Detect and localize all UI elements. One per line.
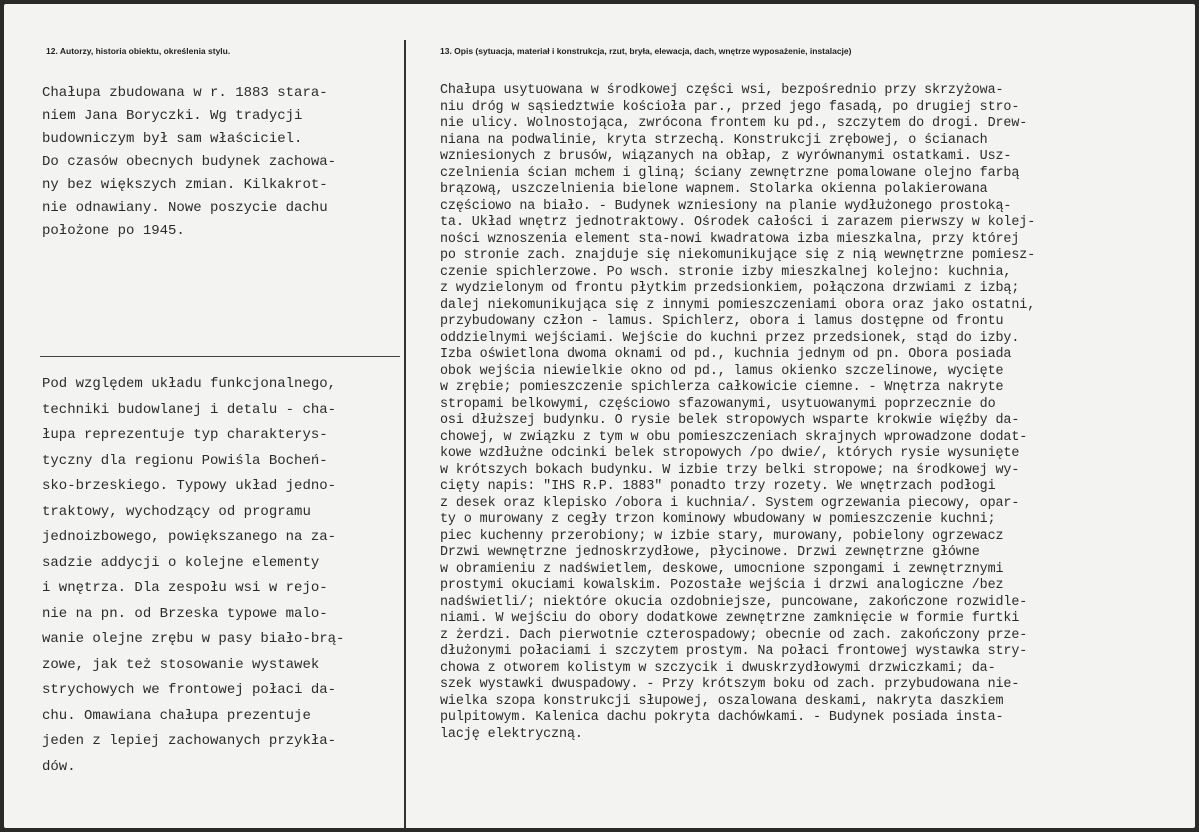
history-text-block xyxy=(42,82,336,243)
description-text-block xyxy=(440,83,1035,743)
text-line: pulpitowym. Kalenica dachu pokryta dachówkami. - Budynek posiada insta- xyxy=(440,710,1004,725)
text-line: Do czasów obecnych budynek zachowa- xyxy=(42,154,337,170)
text-line: zowe, jak też stosowanie wystawek xyxy=(42,656,320,673)
text-line: łupa reprezentuje typ charakterys- xyxy=(42,427,328,443)
text-line: jeden z lepiej zachowanych przykła- xyxy=(42,733,337,749)
document-sheet xyxy=(4,4,1195,828)
text-line: ty o murowany z cegły trzon kominowy wbudowany w pomieszczenie kuchni; xyxy=(440,512,996,527)
text-line: Chałupa zbudowana w r. 1883 stara- xyxy=(42,85,328,101)
text-line: czenie spichlerzowe. Po wsch. stronie izby mieszkalnej kolejno: kuchnia, xyxy=(440,264,1012,280)
text-line: nie na pn. od Brzeska typowe malo- xyxy=(42,605,328,622)
text-line: Izba oświetlona dwoma oknami od pd., kuchnia jednym od pn. Obora posiada xyxy=(440,347,1012,362)
text-line: brązową, uszczelnienia bielone wapnem. Stolarka okienna polakierowana xyxy=(440,182,988,197)
text-line: Drzwi wewnętrzne jednoskrzydłowe, płycinowe. Drzwi zewnętrzne główne xyxy=(440,545,980,560)
text-line: strychowych we frontowej połaci da- xyxy=(42,682,337,698)
text-line: dalej niekomunikująca się z innymi pomieszczeniami obora oraz jako ostatni, xyxy=(440,297,1036,313)
text-line: nie odnawiany. Nowe poszycie dachu xyxy=(42,200,328,216)
text-line: jednoizbowego, powiększanego na za- xyxy=(42,529,337,545)
text-line: w obramieniu z nadświetlem, deskowe, umocnione szpongami i zewnętrznymi xyxy=(440,561,1004,577)
text-line: nadświetli/; niektóre okucia ozdobniejsze, puncowane, zakończone rozwidle- xyxy=(440,594,1028,610)
text-line: osi dłuższej budynku. O rysie belek stropowych wsparte krokwie więźby da- xyxy=(440,413,1020,428)
text-line: dów. xyxy=(42,758,76,775)
text-line: położone po 1945. xyxy=(42,223,185,239)
section-divider xyxy=(40,356,400,357)
text-line: sadzie addycji o kolejne elementy xyxy=(42,554,320,571)
column-divider xyxy=(404,40,406,828)
text-line: piec kuchenny przerobiony; w izbie stary, murowany, pobielony ogrzewacz xyxy=(440,528,1004,544)
text-line: ny bez większych zmian. Kilkakrot- xyxy=(42,177,328,193)
text-line: w krótszych bokach budynku. W izbie trzy belki stropowe; na środkowej wy- xyxy=(440,462,1020,478)
text-line: chowa z otworem kolistym w szczycik i dwuskrzydłowymi drzwiczkami; da- xyxy=(440,660,996,676)
text-line: budowniczym był sam właściciel. xyxy=(42,131,303,147)
text-line: czelnienia ścian mchem i gliną; ściany zewnętrzne pomalowane olejno farbą xyxy=(440,165,1020,181)
text-line: obok wejścia niewielkie okno od pd., lamus okienko szczelinowe, wycięte xyxy=(440,363,1004,379)
text-line: z wydzielonym od frontu płytkim przedsionkiem, połączona drzwiami z izbą; xyxy=(440,281,1020,296)
text-line: sko-brzeskiego. Typowy układ jedno- xyxy=(42,478,337,494)
text-line: prostymi okuciami kowalskim. Pozostałe wejścia i drzwi analogiczne /bez xyxy=(440,578,1004,593)
text-line: niana na podwalinie, kryta strzechą. Konstrukcji zrębowej, o ścianach xyxy=(440,132,988,148)
text-line: i wnętrza. Dla zespołu wsi w rejo- xyxy=(42,580,328,596)
text-line: przybudowany człon - lamus. Spichlerz, obora i lamus dostępne od frontu xyxy=(440,314,1004,329)
section-13-header: 13. Opis (sytuacja, materiał i konstrukcja, rzut, bryła, elewacja, dach, wnętrze wyposażenie, instalacje) xyxy=(440,46,852,56)
text-line: częściowo na biało. - Budynek wzniesiony na planie wydłużonego prostoką- xyxy=(440,198,1012,214)
section-12-header: 12. Autorzy, historia obiektu, określenia stylu. xyxy=(46,46,231,56)
text-line: oddzielnymi wejściami. Wejście do kuchni przez przedsionek, stąd do izby. xyxy=(440,330,1020,346)
text-line: dłużonymi połaciami i szczytem prostym. Na połaci frontowej wystawka stry- xyxy=(440,644,1028,659)
text-line: w zrębie; pomieszczenie spichlerza całkowicie ciemne. - Wnętrza nakryte xyxy=(440,380,1004,395)
text-line: lację elektryczną. xyxy=(440,726,583,742)
style-text-block xyxy=(42,372,344,780)
text-line: niem Jana Boryczki. Wg tradycji xyxy=(42,108,303,124)
text-line: z żerdzi. Dach pierwotnie czterospadowy; obecnie od zach. zakończony prze- xyxy=(440,627,1028,643)
text-line: techniki budowlanej i detalu - cha- xyxy=(42,401,337,418)
text-line: kowe wzdłużne odcinki belek stropowych /po dwie/, których rysie wysunięte xyxy=(440,446,1020,461)
text-line: nie ulicy. Wolnostojąca, zwrócona frontem ku pd., szczytem do drogi. Drew- xyxy=(440,116,1028,131)
text-line: chu. Omawiana chałupa prezentuje xyxy=(42,707,311,724)
text-line: chowej, w związku z tym w obu pomieszczeniach skrajnych wprowadzone dodat- xyxy=(440,429,1028,445)
text-line: ności wznoszenia element sta-nowi kwadratowa izba mieszkalna, przy której xyxy=(440,231,1020,247)
text-line: traktowy, wychodzący od programu xyxy=(42,503,311,520)
text-line: wanie olejne zrębu w pasy biało-brą- xyxy=(42,631,345,647)
text-line: wielka szopa konstrukcji słupowej, oszalowana deskami, nakryta daszkiem xyxy=(440,693,1004,709)
text-line: tyczny dla regionu Powiśla Bocheń- xyxy=(42,452,328,469)
text-line: Pod względem układu funkcjonalnego, xyxy=(42,376,337,392)
text-line: niami. W wejściu do obory dodatkowe zewnętrzne zamknięcie w formie furtki xyxy=(440,611,1020,626)
text-line: stropami belkowymi, częściowo sfazowanymi, usytuowanymi poprzecznie do xyxy=(440,396,996,412)
text-line: cięty napis: "IHS R.P. 1883" ponadto trzy rozety. We wnętrzach podłogi xyxy=(440,479,996,494)
text-line: z desek oraz klepisko /obora i kuchnia/. System ogrzewania piecowy, opar- xyxy=(440,495,1020,511)
text-line: Chałupa usytuowana w środkowej części wsi, bezpośrednio przy skrzyżowa- xyxy=(440,83,1004,98)
text-line: szek wystawki dwuspadowy. - Przy krótszym boku od zach. przybudowana nie- xyxy=(440,677,1020,692)
text-line: wzniesionych z brusów, wiązanych na obłap, z wyrównanymi ostatkami. Usz- xyxy=(440,149,1012,164)
text-line: ta. Układ wnętrz jednotraktowy. Ośrodek całości i zarazem pierwszy w kolej- xyxy=(440,215,1036,230)
text-line: niu dróg w sąsiedztwie kościoła par., przed jego fasadą, po drugiej stro- xyxy=(440,99,1020,115)
text-line: po stronie zach. znajduje się niekomunikujące się z nią wewnętrzne pomiesz- xyxy=(440,248,1036,263)
